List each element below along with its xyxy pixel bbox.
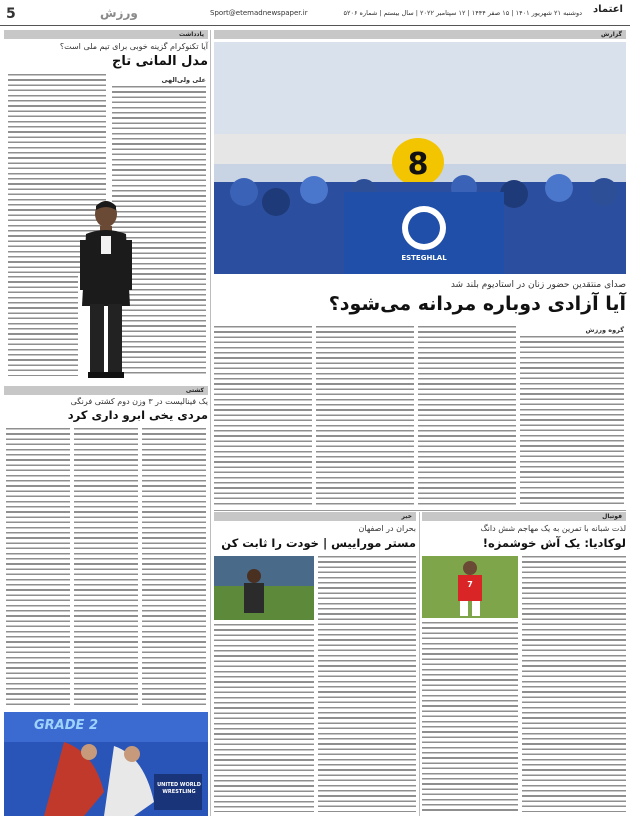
persepolis-text-a (522, 556, 626, 812)
left-kicker: آیا تکنوکرام گزینه خوبی برای تیم ملی است؟ (59, 42, 208, 51)
photo-banner-text: UNITED WORLD WRESTLING (157, 782, 201, 795)
section-bar-report (214, 30, 626, 39)
main-text-a (520, 336, 624, 506)
persepolis-photo (422, 556, 518, 618)
wrestling-text-c (142, 428, 206, 708)
main-text-c (316, 326, 414, 506)
isfahan-text-a (318, 556, 416, 812)
column-divider (210, 30, 211, 816)
main-story-photo (214, 42, 626, 274)
flag-text: ESTEGHLAL (401, 254, 447, 262)
persepolis-headline: لوکادیا: یک آش خوشمزه! (482, 536, 626, 550)
svg-text:8: 8 (407, 147, 429, 182)
persepolis-kicker: لذت شبانه با تمرین به یک مهاجم شش دانگ (480, 524, 626, 533)
photo-grade-text: GRADE 2 (34, 718, 98, 733)
section-bar-wrestling (4, 386, 208, 395)
section-bar-label: کشتی (185, 387, 204, 394)
dateline: دوشنبه ۲۱ شهریور ۱۴۰۱ | ۱۵ صفر ۱۴۴۴ | ۱۲ سپتامبر ۲۰۲۲ | سال بیستم | شماره ۵۲۰۶ (343, 9, 582, 17)
wrestling-kicker: یک فینالیست در ۳ وزن دوم کشتی فرنگی (70, 397, 208, 406)
wrestling-headline: مردی یخی ابرو داری کرد (67, 408, 208, 422)
left-headline: مدل المانی تاج (112, 54, 208, 69)
logo-icon: اعتماد (593, 4, 623, 15)
story-divider (214, 510, 626, 511)
main-byline: گروه ورزش (585, 326, 624, 334)
isfahan-photo (214, 556, 314, 620)
persepolis-text-b (422, 622, 518, 812)
wrestling-text-b (74, 428, 138, 708)
main-kicker: صدای منتقدین حضور زنان در استادیوم بلند شد (450, 280, 626, 290)
shirt-number: 7 (467, 580, 473, 589)
section-bar-notes (4, 30, 208, 39)
section-bar-football (422, 512, 626, 521)
section-bar-label: یادداشت (179, 31, 204, 38)
page-number: 5 (6, 6, 16, 22)
section-bar-label: گزارش (600, 31, 622, 38)
wrestling-text-a (6, 428, 70, 708)
section-bar-label: فوتبال (602, 513, 622, 520)
coach-photo (76, 196, 136, 384)
section-email: Sport@etemadnewspaper.ir (210, 9, 308, 17)
left-article-text-c (8, 276, 78, 376)
isfahan-headline: مستر موراییس | خودت را ثابت کن (221, 536, 416, 550)
main-text-d (214, 326, 312, 506)
main-text-b (418, 326, 516, 506)
main-headline: آیا آزادی دوباره مردانه می‌شود؟ (328, 293, 626, 315)
isfahan-kicker: بحران در اصفهان (358, 524, 416, 533)
isfahan-text-b (214, 624, 314, 812)
section-label: ورزش (100, 6, 138, 20)
wrestling-photo (4, 712, 208, 816)
left-author: علی ولی‌الهی (161, 76, 206, 84)
section-bar-label: خبر (401, 513, 412, 520)
column-divider-2 (419, 512, 420, 816)
section-bar-news (214, 512, 416, 521)
